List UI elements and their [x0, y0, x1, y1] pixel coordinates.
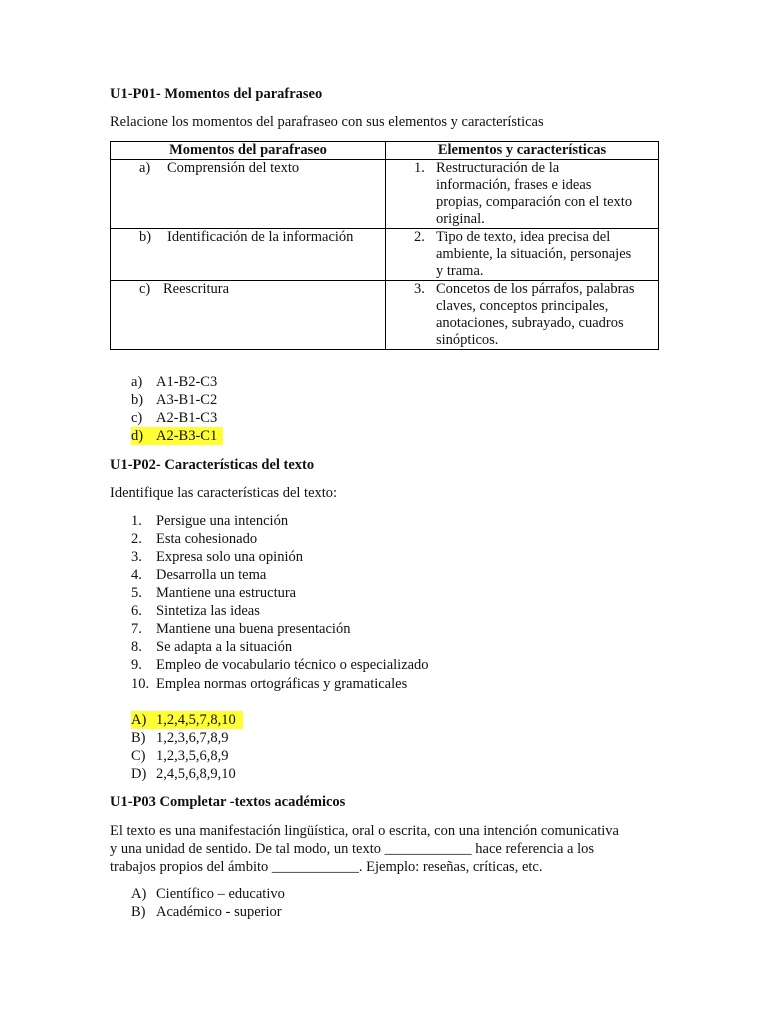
list-text: Sintetiza las ideas: [156, 603, 260, 619]
q1-title: U1-P01- Momentos del parafraseo: [110, 86, 323, 102]
option-marker: c): [131, 410, 143, 426]
table-header-elements: Elementos y características: [386, 142, 659, 160]
option-text: 1,2,3,6,7,8,9: [156, 730, 229, 746]
list-marker: 7.: [131, 621, 142, 637]
list-marker: 5.: [131, 585, 142, 601]
element-line: anotaciones, subrayado, cuadros: [436, 315, 624, 331]
option-marker: b): [131, 392, 144, 408]
list-marker: 6.: [131, 603, 142, 619]
element-line: original.: [436, 211, 485, 227]
element-marker: 3.: [414, 281, 425, 297]
element-text: [386, 229, 658, 280]
option-text: A1-B2-C3: [156, 374, 218, 390]
list-marker: 8.: [131, 639, 142, 655]
element-line: Concetos de los párrafos, palabras: [436, 281, 635, 297]
q3-paragraph-line: y una unidad de sentido. De tal modo, un texto ____________ hace referencia a los: [110, 841, 595, 857]
q3-title: U1-P03 Completar -textos académicos: [110, 794, 346, 810]
q3-paragraph-line: El texto es una manifestación lingüística, oral o escrita, con una intención comunicativa: [110, 823, 619, 839]
option-text: A2-B1-C3: [156, 410, 218, 426]
list-text: Esta cohesionado: [156, 531, 258, 547]
list-marker: 4.: [131, 567, 142, 583]
list-text: Empleo de vocabulario técnico o especializado: [156, 657, 429, 673]
option-marker: C): [131, 748, 146, 764]
option-marker: A): [131, 886, 147, 902]
moment-text: Identificación de la información: [167, 229, 354, 245]
option-text: Académico - superior: [156, 904, 282, 920]
element-text: [386, 160, 658, 228]
table-header-moments: Momentos del parafraseo: [111, 142, 386, 160]
list-text: Emplea normas ortográficas y gramaticales: [156, 676, 408, 692]
moment-text: Comprensión del texto: [167, 160, 300, 176]
element-line: y trama.: [436, 263, 484, 279]
moment-marker: a): [139, 160, 151, 176]
table-cell-element-1: [386, 160, 658, 228]
moment-text: Reescritura: [163, 281, 230, 297]
list-text: Mantiene una estructura: [156, 585, 297, 601]
element-marker: 2.: [414, 229, 425, 245]
list-marker: 2.: [131, 531, 142, 547]
list-text: Expresa solo una opinión: [156, 549, 303, 565]
moment-marker: b): [139, 229, 152, 245]
option-marker: a): [131, 374, 143, 390]
element-line: Tipo de texto, idea precisa del: [436, 229, 611, 245]
list-text: Mantiene una buena presentación: [156, 621, 351, 637]
list-marker: 1.: [131, 513, 142, 529]
table-header-row: [111, 142, 659, 160]
option-marker: A): [131, 712, 147, 728]
option-text: 1,2,4,5,7,8,10: [156, 712, 236, 728]
q2-instruction: Identifique las características del texto:: [110, 485, 338, 501]
list-text: Persigue una intención: [156, 513, 289, 529]
table-row: [111, 160, 659, 229]
table-row: [111, 229, 659, 281]
option-marker: B): [131, 904, 146, 920]
q2-title: U1-P02- Características del texto: [110, 457, 315, 473]
option-text: A2-B3-C1: [156, 428, 218, 444]
q3-paragraph-line: trabajos propios del ámbito ____________. Ejemplo: reseñas, críticas, etc.: [110, 859, 543, 875]
table-cell-element-2: [386, 229, 658, 280]
element-line: ambiente, la situación, personajes: [436, 246, 632, 262]
option-text: 2,4,5,6,8,9,10: [156, 766, 236, 782]
element-marker: 1.: [414, 160, 425, 176]
q2-option-a-highlighted: [131, 711, 243, 729]
list-marker: 9.: [131, 657, 142, 673]
option-text: A3-B1-C2: [156, 392, 218, 408]
option-marker: d): [131, 428, 144, 444]
option-text: 1,2,3,5,6,8,9: [156, 748, 229, 764]
option-marker: B): [131, 730, 146, 746]
element-line: propias, comparación con el texto: [436, 194, 633, 210]
element-line: Restructuración de la: [436, 160, 560, 176]
table-cell-element-3: [386, 281, 658, 349]
element-line: claves, conceptos principales,: [436, 298, 609, 314]
element-text: [386, 281, 658, 349]
element-line: información, frases e ideas: [436, 177, 592, 193]
list-marker: 3.: [131, 549, 142, 565]
table-row: [111, 281, 659, 350]
q1-matching-table: [110, 141, 659, 350]
moment-marker: c): [139, 281, 151, 297]
list-text: Se adapta a la situación: [156, 639, 293, 655]
q1-instruction: Relacione los momentos del parafraseo con sus elementos y características: [110, 114, 544, 130]
option-marker: D): [131, 766, 147, 782]
q1-option-d-highlighted: [131, 427, 223, 445]
element-line: sinópticos.: [436, 332, 499, 348]
list-marker: 10.: [131, 676, 150, 692]
option-text: Científico – educativo: [156, 886, 285, 902]
list-text: Desarrolla un tema: [156, 567, 267, 583]
